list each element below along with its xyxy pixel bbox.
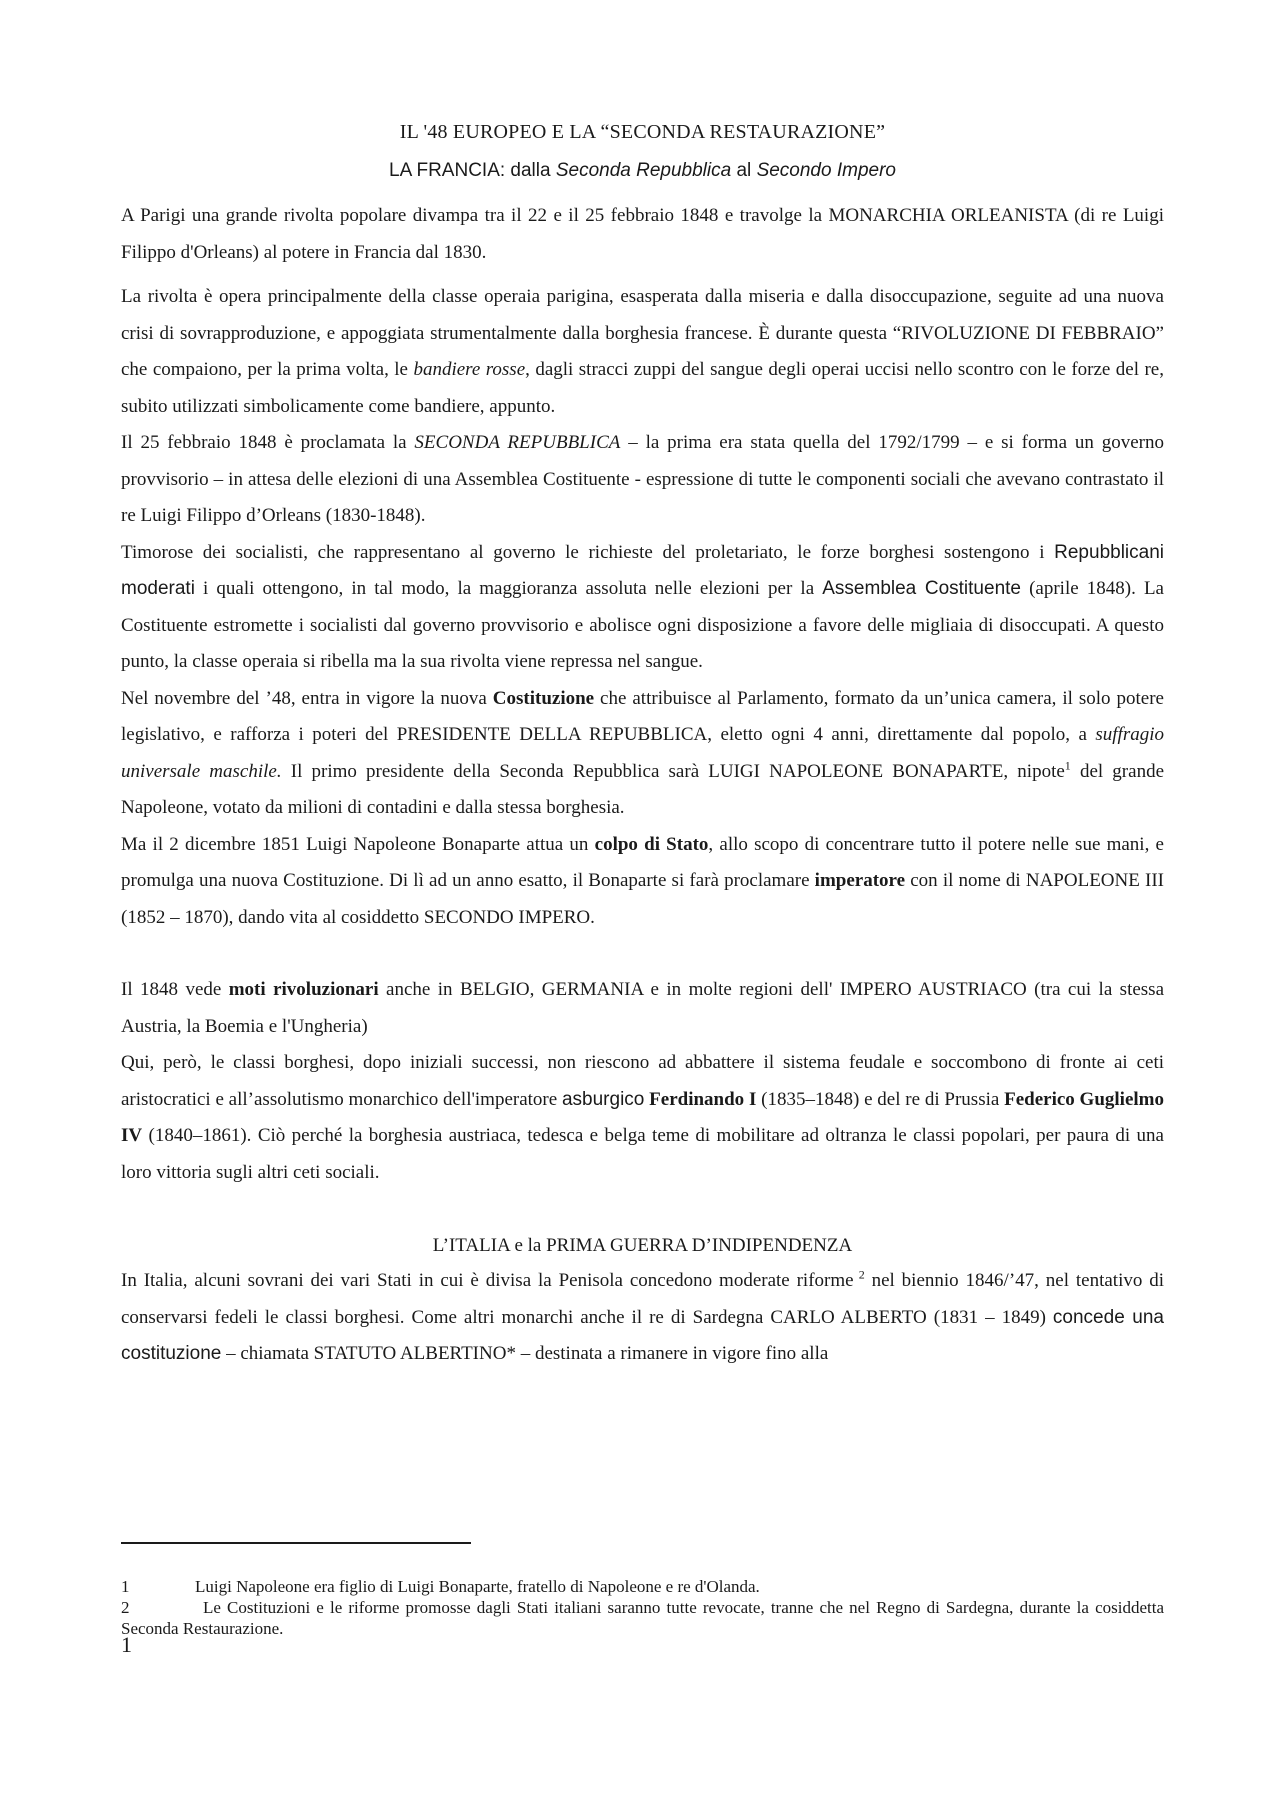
text-run: con il nome di NAPOLEONE III (1852 – 1870), dando vita al cosiddetto SECONDO IMPERO. <box>121 870 1164 928</box>
document-title: IL '48 EUROPEO E LA “SECONDA RESTAURAZIONE” <box>399 121 886 143</box>
bold-run: Costituzione <box>492 687 595 709</box>
text-run: Il primo presidente della Seconda Repubblica sarà LUIGI NAPOLEONE BONAPARTE, nipote <box>281 760 1065 782</box>
bold-run: colpo di Stato <box>594 833 709 855</box>
paragraph-8 <box>121 1045 1164 1191</box>
section-subtitle-francia <box>121 158 1164 184</box>
text-run: – chiamata STATUTO ALBERTINO* – destinata a rimanere in vigore fino alla <box>221 1343 829 1364</box>
text-run: (aprile 1848). La Costituente estromette i socialisti dal governo provvisorio e abolisce ogni disposizione a favore delle migliaia di disoccupati. A questo punto, la classe operaia si ribella ma la sua rivolta viene repressa nel sangue. <box>121 578 1164 672</box>
paragraph-2 <box>121 279 1164 425</box>
subtitle-italic: Secondo Impero <box>756 160 896 181</box>
text-run: (1835–1848) e del re di Prussia <box>756 1088 1005 1110</box>
footnote-number: 2 <box>121 1598 130 1617</box>
section-title-italia: L’ITALIA e la PRIMA GUERRA D’INDIPENDENZA <box>432 1235 853 1256</box>
text-run: – la prima era stata quella del 1792/1799 – e si forma un governo provvisorio – in attesa delle elezioni di una Assemblea Costituente - espressione di tutte le componenti sociali che avevano contrastato il re Luigi Filippo d’Orleans (1830-1848). <box>121 432 1164 526</box>
subtitle-text: al <box>731 160 757 181</box>
text-run: Qui, però, le classi borghesi, dopo iniziali successi, non riescono ad abbattere il sistema feudale e soccombono di fronte ai ceti aristocratici e all’assolutismo monarchico dell'imperatore <box>121 1052 1164 1110</box>
italic-run: bandiere rosse <box>413 359 526 380</box>
text-run: , allo scopo di concentrare tutto il potere nelle sue mani, e promulga una nuova Costituzione. Di lì ad un anno esatto, il Bonaparte si farà proclamare <box>121 833 1164 891</box>
text-run: , dagli stracci zuppi del sangue degli operai uccisi nello scontro con le forze del re, subito utilizzati simbolicamente come bandiere, appunto. <box>121 359 1164 417</box>
text-run: Timorose dei socialisti, che rappresentano al governo le richieste del proletariato, le forze borghesi sostengono i <box>121 541 1055 563</box>
text-run: i quali ottengono, in tal modo, la maggioranza assoluta nelle elezioni per la <box>194 578 823 599</box>
paragraph-7 <box>121 972 1164 1045</box>
sans-run: asburgico <box>561 1088 645 1110</box>
footnote-number: 1 <box>121 1577 130 1596</box>
text-run: (1840–1861). Ciò perché la borghesia austriaca, tedesca e belga teme di mobilitare ad oltranza le classi popolari, per paura di una loro vittoria sugli altri ceti sociali. <box>121 1125 1164 1183</box>
footnote-ref-1[interactable]: 1 <box>1064 758 1071 773</box>
italic-run: SECONDA REPUBBLICA <box>414 432 621 453</box>
paragraph-3 <box>121 425 1164 535</box>
page-number: 1 <box>121 1632 132 1657</box>
footnote-separator <box>121 1542 471 1544</box>
bold-run: moti rivoluzionari <box>228 979 379 1000</box>
text-run: Ma il 2 dicembre 1851 Luigi Napoleone Bonaparte attua un <box>121 833 595 855</box>
text-run: anche in BELGIO, GERMANIA e in molte regioni dell' IMPERO AUSTRIACO (tra cui la stessa Austria, la Boemia e l'Ungheria) <box>121 979 1165 1037</box>
bold-run: Ferdinando I <box>649 1088 757 1110</box>
text-run: Il 25 febbraio 1848 è proclamata la <box>121 432 415 453</box>
footnote-text: Luigi Napoleone era figlio di Luigi Bonaparte, fratello di Napoleone e re d'Olanda. <box>195 1577 760 1596</box>
text-run: del grande Napoleone, votato da milioni di contadini e dalla stessa borghesia. <box>121 760 1165 818</box>
italic-run: suffragio universale maschile. <box>121 724 1164 782</box>
paragraph-6 <box>121 827 1164 937</box>
footnotes <box>121 1576 1164 1639</box>
text-run: che attribuisce al Parlamento, formato da un’unica camera, il solo potere legislativo, e rafforza i poteri del PRESIDENTE DELLA REPUBBLICA, eletto ogni 4 anni, direttamente dal popolo, a <box>121 687 1164 745</box>
subtitle-italic: Seconda Repubblica <box>555 160 732 181</box>
sans-run: concede una costituzione <box>121 1306 1164 1364</box>
text-run: La rivolta è opera principalmente della classe operaia parigina, esasperata dalla miseria e dalla disoccupazione, seguite ad una nuova crisi di sovrapproduzione, e appoggiata strumentalmente dalla borghesia francese. È durante questa “RIVOLUZIONE DI FEBBRAIO” che compaiono, per la prima volta, le <box>121 286 1164 380</box>
document-body <box>121 118 1164 1373</box>
bold-run: imperatore <box>814 870 906 891</box>
footnote-2 <box>121 1597 1164 1639</box>
paragraph-1: A Parigi una grande rivolta popolare divampa tra il 22 e il 25 febbraio 1848 e travolge la MONARCHIA ORLEANISTA (di re Luigi Filippo d'Orleans) al potere in Francia dal 1830. <box>121 205 1164 263</box>
paragraph-italia-1 <box>121 1263 1164 1373</box>
subtitle-text: LA FRANCIA: dalla <box>389 160 556 181</box>
bold-run: Federico Guglielmo IV <box>121 1088 1165 1146</box>
text-run: Nel novembre del ’48, entra in vigore la nuova <box>121 687 493 709</box>
sans-run: Assemblea Costituente <box>822 578 1021 599</box>
paragraph-5 <box>121 681 1164 827</box>
text-run: In Italia, alcuni sovrani dei vari Stati in cui è divisa la Penisola concedono moderate riforme <box>121 1270 854 1291</box>
paragraph-4 <box>121 535 1164 681</box>
text-run: Il 1848 vede <box>121 979 229 1000</box>
sans-run: Repubblicani moderati <box>121 541 1164 599</box>
footnote-ref-2[interactable]: 2 <box>853 1267 865 1282</box>
footnote-1 <box>121 1576 1164 1597</box>
text-run: nel biennio 1846/’47, nel tentativo di conservarsi fedeli le classi borghesi. Come altri monarchi anche il re di Sardegna CARLO ALBERTO (1831 – 1849) <box>121 1270 1165 1328</box>
footnote-text: Le Costituzioni e le riforme promosse dagli Stati italiani saranno tutte revocate, tranne che nel Regno di Sardegna, durante la cosiddetta Seconda Restaurazione. <box>121 1598 1164 1638</box>
